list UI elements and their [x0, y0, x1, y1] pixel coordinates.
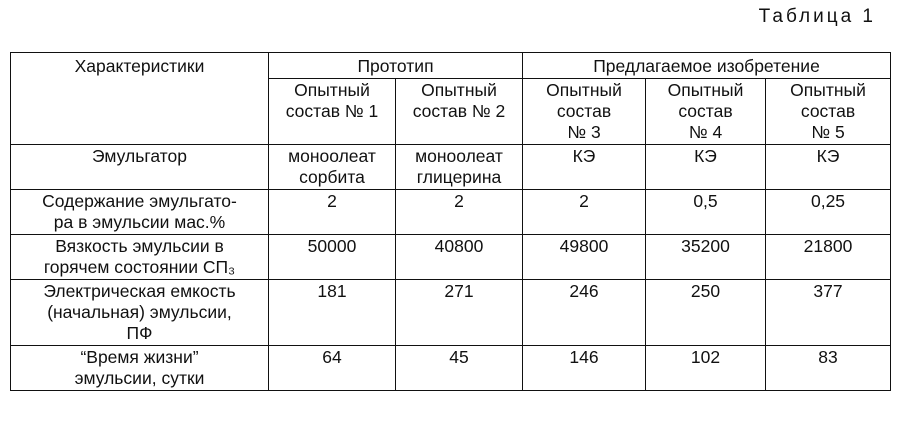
table-row-lifetime — [11, 346, 891, 391]
value-line: 21800 — [803, 236, 853, 256]
value-line: 83 — [818, 347, 838, 367]
value-line: 377 — [813, 281, 843, 301]
value-line: моноолеат — [288, 146, 376, 166]
value-cell — [646, 145, 766, 190]
row-label-line: “Время жизни” — [80, 347, 199, 367]
value-line: 146 — [569, 347, 599, 367]
value-line: 64 — [322, 347, 342, 367]
value-cell — [523, 280, 646, 346]
value-line: 45 — [449, 347, 469, 367]
row-label-line: Эмульгатор — [92, 146, 187, 166]
value-cell — [766, 346, 891, 391]
value-cell — [269, 235, 396, 280]
table-row-emulsifier-content — [11, 190, 891, 235]
row-label-line: Содержание эмульгато- — [42, 191, 237, 211]
column-header-2-line-2: состав № 2 — [412, 101, 506, 121]
corner-header-cell — [11, 53, 269, 145]
value-cell — [523, 235, 646, 280]
data-table — [10, 52, 891, 391]
column-header-5-line-1: Опытный — [790, 80, 866, 100]
column-header-5-line-3: № 5 — [811, 122, 845, 142]
value-cell — [396, 235, 523, 280]
value-line: сорбита — [299, 167, 365, 187]
column-header-2 — [396, 79, 523, 145]
value-cell — [523, 190, 646, 235]
row-label-line: ПФ — [126, 323, 153, 343]
prototype-group-label: Прототип — [357, 56, 434, 76]
column-header-2-line-1: Опытный — [421, 80, 497, 100]
value-cell — [646, 280, 766, 346]
group-header-row — [11, 53, 891, 79]
value-line: 181 — [317, 281, 347, 301]
row-label-cell — [11, 190, 269, 235]
value-cell — [646, 235, 766, 280]
value-line: 0,25 — [810, 191, 846, 211]
value-cell — [269, 280, 396, 346]
column-header-4 — [646, 79, 766, 145]
invention-group-header — [523, 53, 891, 79]
value-line: 2 — [327, 191, 337, 211]
value-cell — [269, 145, 396, 190]
column-header-5-line-2: состав — [800, 101, 856, 121]
row-label-line: Электрическая емкость — [43, 281, 236, 301]
value-line: 0,5 — [693, 191, 718, 211]
row-label-cell — [11, 280, 269, 346]
column-header-3 — [523, 79, 646, 145]
column-header-1 — [269, 79, 396, 145]
column-header-4-line-3: № 4 — [688, 122, 723, 142]
column-header-5 — [766, 79, 891, 145]
corner-header-label: Характеристики — [74, 56, 205, 76]
value-line: 2 — [454, 191, 464, 211]
value-line: КЭ — [694, 146, 717, 166]
row-label-line: ра в эмульсии мас.% — [53, 212, 226, 232]
row-label-line: горячем состоянии СП₃ — [43, 257, 236, 277]
table-row-viscosity — [11, 235, 891, 280]
value-line: 49800 — [559, 236, 609, 256]
row-label-cell — [11, 145, 269, 190]
value-cell — [646, 190, 766, 235]
column-header-4-line-2: состав — [678, 101, 733, 121]
value-line: 2 — [579, 191, 589, 211]
value-line: 102 — [690, 347, 721, 367]
column-header-1-line-2: состав № 1 — [285, 101, 379, 121]
column-header-3-line-1: Опытный — [546, 80, 622, 100]
value-line: 246 — [569, 281, 599, 301]
value-cell — [766, 235, 891, 280]
table-row-capacitance — [11, 280, 891, 346]
value-cell — [396, 346, 523, 391]
value-cell — [766, 190, 891, 235]
value-line: глицерина — [416, 167, 502, 187]
value-cell — [523, 145, 646, 190]
value-line: 50000 — [307, 236, 357, 256]
prototype-group-header — [269, 53, 523, 79]
row-label-line: (начальная) эмульсии, — [47, 302, 232, 322]
value-line: КЭ — [816, 146, 840, 166]
value-line: 35200 — [681, 236, 730, 256]
row-label-line: Вязкость эмульсии в — [55, 236, 224, 256]
invention-group-label: Предлагаемое изобретение — [593, 56, 820, 76]
value-cell — [396, 280, 523, 346]
row-label-cell — [11, 235, 269, 280]
value-cell — [269, 190, 396, 235]
value-cell — [766, 145, 891, 190]
row-label-cell — [11, 346, 269, 391]
value-line: 271 — [444, 281, 474, 301]
table-row-emulsifier — [11, 145, 891, 190]
value-line: КЭ — [572, 146, 596, 166]
value-line: 40800 — [434, 236, 484, 256]
column-header-3-line-2: состав — [556, 101, 612, 121]
row-label-line: эмульсии, сутки — [74, 368, 205, 388]
value-line: моноолеат — [415, 146, 503, 166]
column-header-3-line-3: № 3 — [567, 122, 601, 142]
value-cell — [766, 280, 891, 346]
column-header-4-line-1: Опытный — [667, 80, 744, 100]
value-cell — [396, 145, 523, 190]
value-line: 250 — [690, 281, 721, 301]
column-header-1-line-1: Опытный — [294, 80, 370, 100]
value-cell — [269, 346, 396, 391]
value-cell — [523, 346, 646, 391]
value-cell — [646, 346, 766, 391]
value-cell — [396, 190, 523, 235]
table-caption: Таблица 1 — [758, 6, 876, 27]
